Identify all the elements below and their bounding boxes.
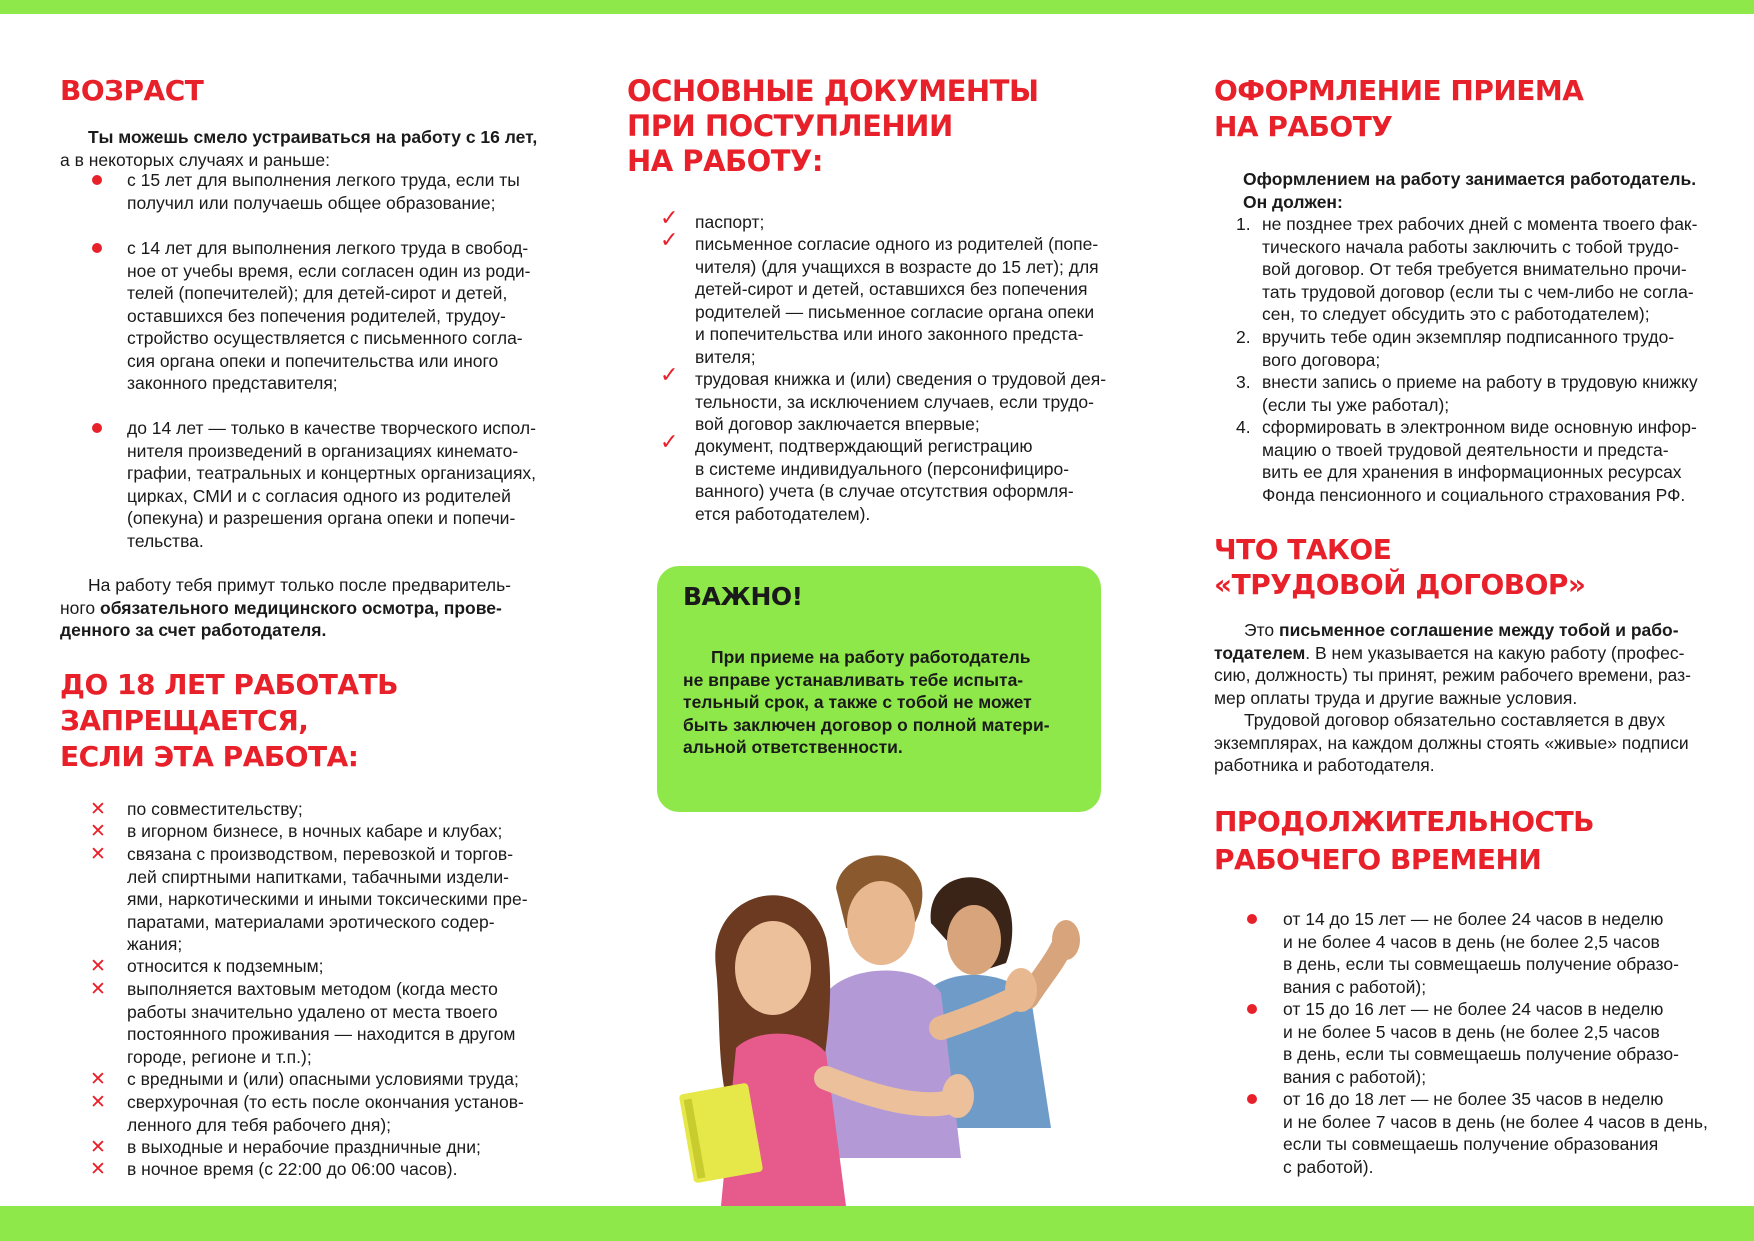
hire-item-2: вручить тебе один экземпляр подписанного трудо- вого договора; (1262, 327, 1675, 370)
ban-item-7: сверхурочная (то есть после окончания установ- ленного для тебя рабочего дня); (127, 1092, 524, 1135)
medical-paragraph: На работу тебя примут только после предваритель- ного обязательного медицинского осмотра, прове- денного за счет работодателя. (60, 575, 512, 640)
age-intro-rest: а в некоторых случаях и раньше: (60, 149, 330, 170)
hire-intro: Оформлением на работу занимается работодатель. Он должен: (1243, 169, 1697, 212)
bullet-icon (92, 423, 102, 433)
ban-item-3: связана с производством, перевозкой и торгов- лей спиртными напитками, табачными издели- ями, наркотическими и иными токсическими пре- паратами, материалами эротического содер- жания; (127, 844, 528, 954)
age-intro-bold: Ты можешь смело устраиваться на работу с 16 лет, (88, 127, 538, 147)
age-item-3: до 14 лет — только в качестве творческого испол- нителя произведений в организациях кинемато- графии, театральных и концертных организациях, цирках, СМИ и с согласия одного из родителей (опекуна) и разрешения органа опеки и попечи- тельства. (127, 418, 537, 551)
contract-paragraph: Это письменное соглашение между тобой и рабо- тодателем. В нем указывается на какую работу (профес- сию, должность) ты принят, режим рабочего времени, раз- мер оплаты труда и другие важные условия. Трудовой договор обязательно составляется в двух экземплярах, на каждом должны стоять «живые» подписи работника и работодателя. (1214, 620, 1691, 775)
cross-icon: ✕ (90, 798, 106, 820)
age-item-1: с 15 лет для выполнения легкого труда, если ты получил или получаешь общее образование; (127, 170, 520, 213)
bullet-icon (1247, 1004, 1257, 1014)
hire-item-3: внести запись о приеме на работу в трудовую книжку (если ты уже работал); (1262, 372, 1698, 415)
bullet-icon (92, 243, 102, 253)
doc-item-4: документ, подтверждающий регистрацию в системе индивидуального (персонифициро- ванного) учета (в случае отсутствия оформля- ется работодателем). (695, 436, 1074, 524)
age-item-2: с 14 лет для выполнения легкого труда в свобод- ное от учебы время, если согласен один из роди- телей (попечителей); для детей-сирот и детей, оставшихся без попечения родителей, трудоу- стройство осуществляется с письменного согла- сия органа опеки и попечительства или иного законного представителя; (127, 238, 531, 393)
bullet-icon (1247, 914, 1257, 924)
cross-icon: ✕ (90, 820, 106, 842)
important-title: ВАЖНО! (683, 582, 803, 611)
cross-icon: ✕ (90, 1158, 106, 1180)
doc-item-3: трудовая книжка и (или) сведения о трудовой дея- тельности, за исключением случаев, если трудо- вой договор заключается впервые; (695, 369, 1107, 434)
age-intro (60, 126, 580, 171)
cross-icon: ✕ (90, 1136, 106, 1158)
cross-icon: ✕ (90, 1068, 106, 1090)
doc-item-1: паспорт; (695, 212, 765, 232)
ban-item-2: в игорном бизнесе, в ночных кабаре и клубах; (127, 821, 503, 841)
ban-item-5: выполняется вахтовым методом (когда место работы значительно удалено от места твоего постоянного проживания — находится в другом городе, регионе и т.п.); (127, 979, 516, 1067)
cross-icon: ✕ (90, 978, 106, 1000)
bullet-icon (1247, 1094, 1257, 1104)
bottom-green-band (0, 1206, 1754, 1241)
hire-item-4: сформировать в электронном виде основную инфор- мацию о твоей трудовой деятельности и предста- вить ее для хранения в информационных ресурсах Фонда пенсионного и социального страхования РФ. (1262, 417, 1697, 505)
hire-item-1: не позднее трех рабочих дней с момента твоего фак- тического начала работы заключить с тобой трудо- вой договор. От тебя требуется внимательно прочи- тать трудовой договор (если ты с чем-либо не согла- сен, то следует обсудить это с работодателем); (1262, 214, 1698, 324)
ban-item-1: по совместительству; (127, 799, 303, 819)
check-icon: ✓ (660, 430, 679, 455)
teens-photo (676, 828, 1176, 1206)
cross-icon: ✕ (90, 843, 106, 865)
doc-item-2: письменное согласие одного из родителей (попе- чителя) (для учащихся в возрасте до 15 лет); для детей-сирот и детей, оставшихся без попечения родителей — письменное согласие органа опеки и попечительства или иного законного предста- вителя; (695, 234, 1099, 367)
check-icon: ✓ (660, 228, 679, 253)
check-icon: ✓ (660, 363, 679, 388)
important-text: При приеме на работу работодатель не вправе устанавливать тебе испыта- тельный срок, а также с тобой не может быть заключен договор о полной матери- альной ответственности. (683, 647, 1050, 757)
ban-item-9: в ночное время (с 22:00 до 06:00 часов). (127, 1159, 458, 1179)
hours-item-1: от 14 до 15 лет — не более 24 часов в неделю и не более 4 часов в день (не более 2,5 часов в день, если ты совмещаешь получение образо- вания с работой); (1283, 909, 1679, 997)
bullet-icon (92, 175, 102, 185)
age-heading: ВОЗРАСТ (60, 74, 204, 107)
hours-item-2: от 15 до 16 лет — не более 24 часов в неделю и не более 5 часов в день (не более 2,5 часов в день, если ты совмещаешь получение образо- вания с работой); (1283, 999, 1679, 1087)
top-green-band (0, 0, 1754, 14)
cross-icon: ✕ (90, 955, 106, 977)
hours-item-3: от 16 до 18 лет — не более 35 часов в неделю и не более 7 часов в день (не более 4 часов в день, если ты совмещаешь получение образования с работой). (1283, 1089, 1708, 1177)
check-icon: ✓ (660, 206, 679, 231)
ban-item-4: относится к подземным; (127, 956, 324, 976)
ban-item-8: в выходные и нерабочие праздничные дни; (127, 1137, 481, 1157)
cross-icon: ✕ (90, 1091, 106, 1113)
important-box (657, 566, 1101, 812)
ban-item-6: с вредными и (или) опасными условиями труда; (127, 1069, 519, 1089)
